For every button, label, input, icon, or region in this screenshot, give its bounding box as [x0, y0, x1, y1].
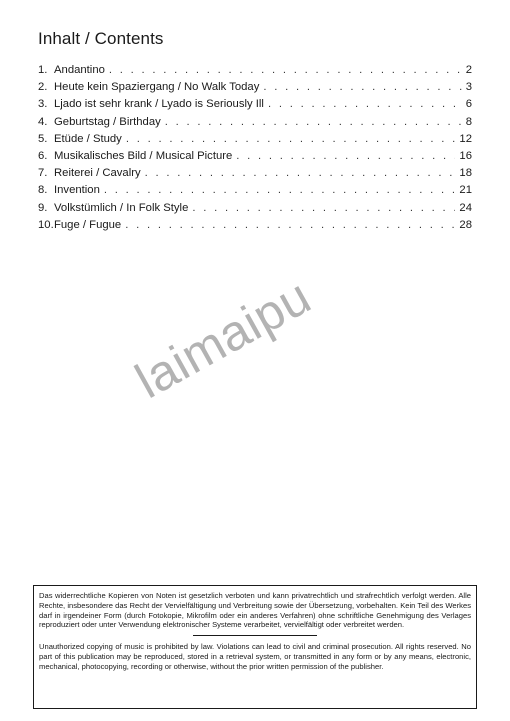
toc-entry-page: 18 — [459, 167, 472, 180]
toc-entry-page: 21 — [459, 184, 472, 197]
toc-dot-leader — [165, 116, 462, 128]
toc-entry-title: Geburtstag / Birthday — [54, 115, 161, 128]
toc-entry-title: Etüde / Study — [54, 132, 122, 145]
toc-entry — [38, 81, 472, 98]
toc-entry — [38, 167, 472, 184]
toc-dot-leader — [236, 150, 455, 162]
toc-dot-leader — [125, 219, 455, 231]
toc-dot-leader — [263, 81, 461, 93]
toc-dot-leader — [192, 202, 455, 214]
watermark: laimaipu — [126, 267, 320, 410]
toc-entry — [38, 202, 472, 219]
toc-entry-page: 12 — [459, 132, 472, 145]
toc-dot-leader — [126, 133, 456, 145]
copyright-notice — [33, 585, 477, 709]
page-title: Inhalt / Contents — [38, 29, 164, 49]
toc-entry — [38, 64, 472, 81]
toc-entry-number: 7. — [38, 167, 48, 180]
notice-divider — [193, 635, 317, 636]
toc-entry-title: Invention — [54, 184, 100, 197]
toc-entry-page: 6 — [465, 98, 472, 111]
toc-entry — [38, 150, 472, 167]
toc-entry-title: Fuge / Fugue — [54, 218, 122, 231]
toc-dot-leader — [145, 167, 456, 179]
toc-entry-title: Andantino — [54, 64, 105, 76]
toc-entry-number: 10. — [38, 218, 54, 231]
toc-entry-title: Ljado ist sehr krank / Lyado is Seriously Ill — [54, 98, 264, 111]
toc-entry-number: 8. — [38, 184, 48, 197]
toc-entry-title: Musikalisches Bild / Musical Picture — [54, 149, 233, 162]
toc-entry — [38, 98, 472, 115]
toc-entry-number: 2. — [38, 81, 48, 94]
copyright-notice-english: Unauthorized copying of music is prohibited by law. Violations can lead to civil and criminal prosecution. All rights reserved. No part of this publication may be reproduced, stored in a retrieval system, or transmitted in any form or by any means, electronic, mechanical, photocopying, recording or otherwise, without the prior written permission of the publisher. — [39, 642, 471, 671]
toc-entry — [38, 184, 472, 201]
toc-entry-number: 1. — [38, 64, 48, 76]
toc-entry — [38, 116, 472, 133]
toc-dot-leader — [109, 64, 462, 76]
toc-entry-page: 8 — [465, 115, 472, 128]
toc-entry-page: 16 — [459, 149, 472, 162]
toc-entry-page: 24 — [459, 201, 472, 214]
toc-entry-number: 9. — [38, 201, 48, 214]
toc-entry-title: Heute kein Spaziergang / No Walk Today — [54, 81, 260, 94]
toc-entry-page: 28 — [459, 218, 472, 231]
toc-dot-leader — [104, 184, 456, 196]
table-of-contents — [38, 64, 472, 236]
toc-entry — [38, 133, 472, 150]
toc-entry-number: 6. — [38, 149, 48, 162]
toc-entry-number: 4. — [38, 115, 48, 128]
toc-entry-page: 2 — [465, 64, 472, 76]
toc-entry-title: Volkstümlich / In Folk Style — [54, 201, 189, 214]
toc-entry-number: 5. — [38, 132, 48, 145]
toc-entry-title: Reiterei / Cavalry — [54, 167, 141, 180]
toc-entry-number: 3. — [38, 98, 48, 111]
toc-dot-leader — [268, 98, 462, 110]
toc-entry — [38, 219, 472, 236]
toc-entry-page: 3 — [465, 81, 472, 94]
copyright-notice-german: Das widerrechtliche Kopieren von Noten ist gesetzlich verboten und kann privatrechtlich und strafrechtlich verfolgt werden. Alle Rechte, insbesondere das Recht der Vervielfältigung und Verbreitung sowie der Übersetzung, vorbehalten. Kein Teil des Werkes darf in irgendeiner Form (durch Fotokopie, Mikrofilm oder ein anderes Verfahren) ohne schriftliche Genehmigung des Verlages reproduziert oder unter Verwendung elektronischer Systeme verarbeitet, vervielfältigt oder verbreitet werden. — [39, 591, 471, 630]
